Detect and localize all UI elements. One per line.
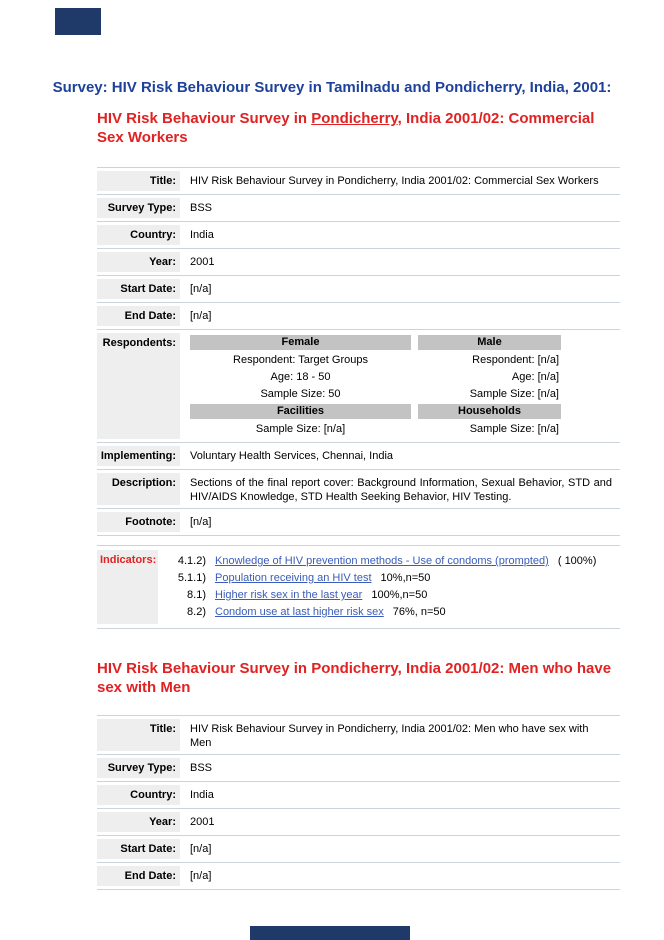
indicator-link[interactable]: Population receiving an HIV test: [215, 572, 372, 584]
page-fragment-top: [55, 8, 101, 35]
indicator-number: 5.1.1): [177, 572, 206, 584]
row-label-cell: [97, 195, 180, 221]
respondents-grid: [190, 334, 620, 438]
row-label-cell: [97, 836, 180, 862]
row-label: End Date:: [97, 306, 180, 326]
row-label-cell: [97, 809, 180, 835]
indicator-link[interactable]: Condom use at last higher risk sex: [215, 606, 384, 618]
table-row-start-date: [97, 275, 620, 302]
row-label: End Date:: [97, 866, 180, 886]
row-label-cell: [97, 716, 180, 754]
table-row-title: [97, 167, 620, 194]
row-value: Voluntary Health Services, Chennai, India: [190, 450, 394, 462]
male-sample-size: Sample Size: [n/a]: [469, 388, 559, 400]
row-value: India: [190, 789, 214, 801]
row-label: Footnote:: [97, 512, 180, 532]
row-label-cell: [97, 303, 180, 329]
section1-heading-post: , India 2001/02: Commercial Sex Workers: [97, 110, 595, 146]
row-label: Title:: [97, 171, 180, 191]
row-label-cell: [97, 222, 180, 248]
section2-heading: HIV Risk Behaviour Survey in Pondicherry, India 2001/02: Men who have sex with Men: [97, 660, 612, 696]
indicators-label-cell: [97, 546, 158, 628]
row-label-cell: [97, 249, 180, 275]
facilities-header-bar: Facilities: [190, 404, 411, 419]
row-label: Year:: [97, 252, 180, 272]
male-age: Age: [n/a]: [511, 371, 559, 383]
table-row-year: [97, 248, 620, 275]
indicators-label: Indicators:: [97, 550, 158, 624]
female-header-bar: Female: [190, 335, 411, 350]
row-value: BSS: [190, 202, 213, 214]
section1-heading: [97, 109, 620, 147]
male-header-bar: Male: [418, 335, 561, 350]
indicator-item: [164, 553, 620, 570]
row-value: 2001: [190, 256, 215, 268]
section1-heading-pre: HIV Risk Behaviour Survey in: [97, 110, 312, 127]
row-label-cell: [97, 782, 180, 808]
indicators-block: [97, 545, 620, 629]
row-label: Country:: [97, 785, 180, 805]
female-age: Age: 18 - 50: [270, 371, 331, 383]
table-row-year: [97, 808, 620, 835]
row-label: Year:: [97, 812, 180, 832]
indicator-item: [164, 587, 620, 604]
indicator-item: [164, 604, 620, 621]
row-label-cell: [97, 863, 180, 889]
table-row-country: [97, 221, 620, 248]
row-value: India: [190, 229, 214, 241]
row-label-cell: [97, 470, 180, 508]
row-label: Survey Type:: [97, 758, 180, 778]
indicator-value: 76%, n=50: [392, 606, 446, 618]
indicators-list: [158, 546, 620, 628]
row-label: Country:: [97, 225, 180, 245]
row-value: [n/a]: [190, 283, 212, 295]
row-value: HIV Risk Behaviour Survey in Pondicherry, India 2001/02: Commercial Sex Workers: [190, 175, 599, 187]
female-respondent: Respondent: Target Groups: [233, 354, 368, 366]
indicator-number: 8.1): [187, 589, 206, 601]
indicator-number: 8.2): [187, 606, 206, 618]
table-row-survey-type: [97, 754, 620, 781]
row-value: [n/a]: [190, 310, 212, 322]
page-title: Survey: HIV Risk Behaviour Survey in Tamilnadu and Pondicherry, India, 2001:: [52, 79, 612, 96]
female-sample-size: Sample Size: 50: [260, 388, 341, 400]
row-label: Title:: [97, 719, 180, 751]
indicator-item: [164, 570, 620, 587]
row-label: Description:: [97, 473, 180, 505]
table-row-title: [97, 715, 620, 754]
row-value: BSS: [190, 762, 213, 774]
section2-table: [97, 715, 620, 890]
male-respondent: Respondent: [n/a]: [472, 354, 559, 366]
table-row-country: [97, 781, 620, 808]
row-label-cell: [97, 443, 180, 469]
respondents-male-column: [418, 334, 561, 438]
table-row-description: [97, 469, 620, 508]
indicator-value: 10%,n=50: [380, 572, 431, 584]
table-row-implementing: [97, 442, 620, 469]
households-header-bar: Households: [418, 404, 561, 419]
row-value: Sections of the final report cover: Background Information, Sexual Behavior, STD and HIV/AIDS Knowledge, STD Health Seeking Behavior, HIV Testing.: [190, 477, 612, 503]
respondents-cell: [180, 330, 620, 442]
row-label: Start Date:: [97, 279, 180, 299]
table-row-respondents: [97, 329, 620, 442]
indicator-number: 4.1.2): [177, 555, 206, 567]
indicator-value: 100%,n=50: [371, 589, 428, 601]
row-value: HIV Risk Behaviour Survey in Pondicherry, India 2001/02: Men who have sex with Men: [190, 723, 589, 749]
row-label-cell: [97, 509, 180, 535]
content-area: [97, 109, 620, 890]
section1-heading-pondicherry-link[interactable]: Pondicherry: [311, 110, 398, 127]
table-row-survey-type: [97, 194, 620, 221]
row-value: [n/a]: [190, 516, 212, 528]
row-value: [n/a]: [190, 843, 212, 855]
row-label-cell: [97, 168, 180, 194]
row-value: [n/a]: [190, 870, 212, 882]
indicator-link[interactable]: Knowledge of HIV prevention methods - Use of condoms (prompted): [215, 555, 549, 567]
table-row-end-date: [97, 302, 620, 329]
row-label-cell: [97, 755, 180, 781]
table-row-end-date: [97, 862, 620, 889]
respondents-female-column: [190, 334, 411, 438]
page-fragment-bottom: [250, 926, 410, 940]
indicator-value: ( 100%): [557, 555, 597, 567]
row-label: Survey Type:: [97, 198, 180, 218]
row-value: 2001: [190, 816, 215, 828]
indicator-link[interactable]: Higher risk sex in the last year: [215, 589, 363, 601]
row-label-cell: [97, 330, 180, 442]
row-label: Implementing:: [97, 446, 180, 466]
row-label: Respondents:: [97, 333, 180, 439]
households-sample-size: Sample Size: [n/a]: [469, 423, 559, 435]
row-label: Start Date:: [97, 839, 180, 859]
table-row-footnote: [97, 508, 620, 535]
row-label-cell: [97, 276, 180, 302]
facilities-sample-size: Sample Size: [n/a]: [255, 423, 346, 435]
table-row-start-date: [97, 835, 620, 862]
section1-table: [97, 167, 620, 536]
